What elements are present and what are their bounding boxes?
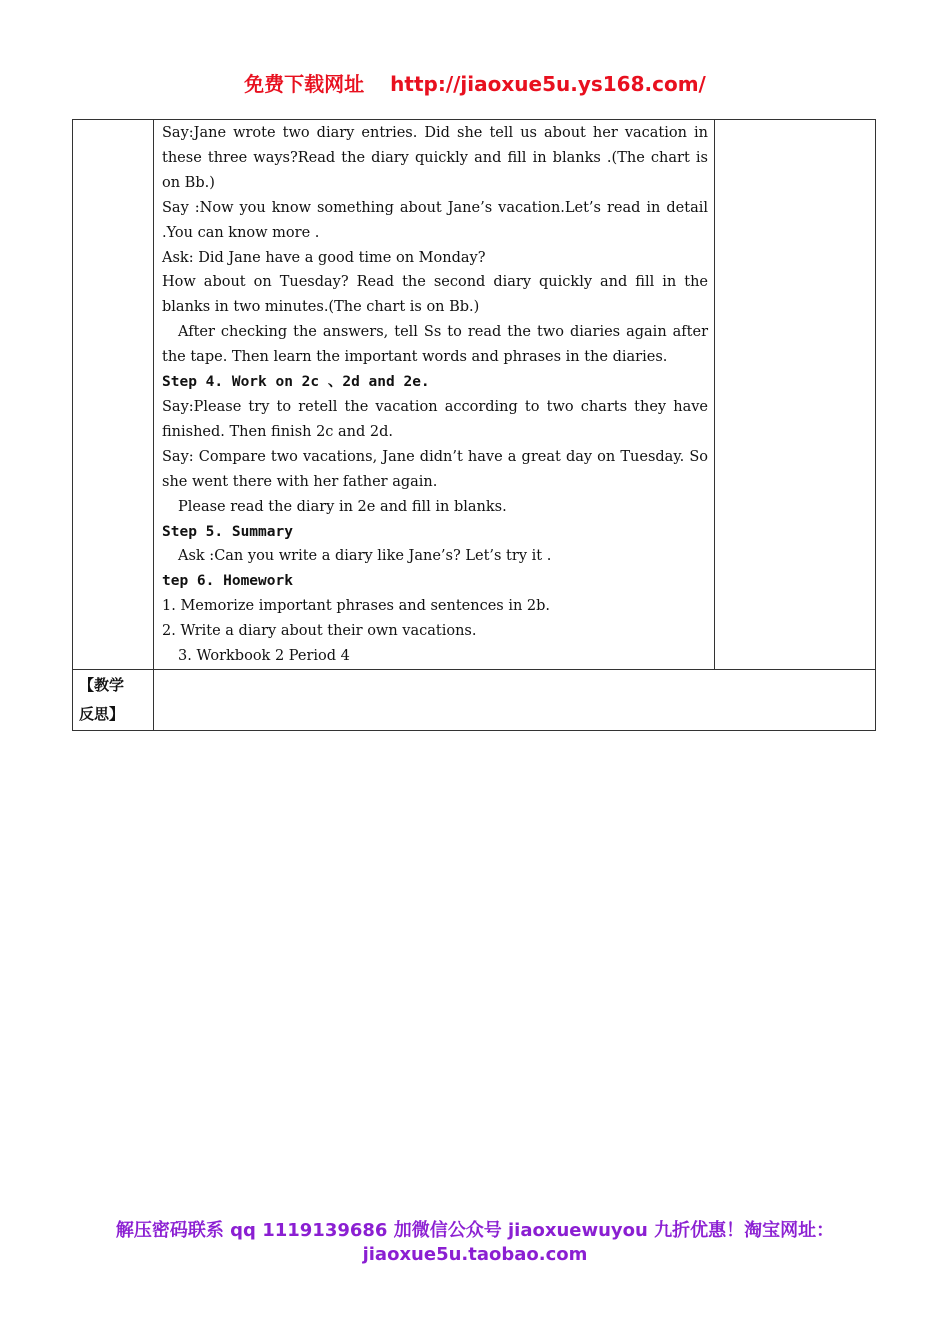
procedure-cell [154,120,715,670]
procedure-paragraph: 3. Workbook 2 Period 4 [178,648,350,665]
lesson-plan-table [72,119,876,731]
procedure-paragraph: Ask: Did Jane have a good time on Monday? [162,249,486,266]
procedure-paragraph: Say:Jane wrote two diary entries. Did she tell us about her vacation in these three ways?Read the diary quickly and fill in blanks .(The chart is on Bb.) [162,125,708,191]
download-label: 免费下载网址 [244,72,365,96]
procedure-paragraph: Please read the diary in 2e and fill in blanks. [178,498,507,515]
notes-cell [715,120,876,670]
procedure-text [154,120,714,669]
procedure-paragraph: 1. Memorize important phrases and sentences in 2b. [162,598,551,615]
reflection-row [73,669,876,730]
reflection-label-cell [73,669,154,730]
reflection-content-cell [154,669,876,730]
footer-taobao-link[interactable]: jiaoxue5u.taobao.com [362,1244,588,1265]
procedure-paragraph: Ask :Can you write a diary like Jane’s? Let’s try it . [178,548,552,565]
procedure-paragraph: Say :Now you know something about Jane’s vacation.Let’s read in detail .You can know more . [162,199,708,241]
procedure-paragraph: Say: Compare two vacations, Jane didn’t have a great day on Tuesday. So she went there with her father again. [162,448,708,490]
label-cell [73,120,154,670]
footer-line1: 解压密码联系 qq 1119139686 加微信公众号 jiaoxuewuyou 九折优惠！淘宝网址： [115,1220,835,1241]
step-heading: tep 6. Homework [162,573,293,590]
download-banner [0,68,950,97]
procedure-paragraph: How about on Tuesday? Read the second diary quickly and fill in the blanks in two minutes.(The chart is on Bb.) [162,274,708,316]
footer-promo [0,1219,950,1267]
procedure-paragraph: Say:Please try to retell the vacation according to two charts they have finished. Then finish 2c and 2d. [162,398,708,440]
reflection-label [73,670,153,729]
download-url-link[interactable]: http://jiaoxue5u.ys168.com/ [390,72,706,96]
step-heading: Step 4. Work on 2c 、2d and 2e. [162,374,430,391]
procedure-paragraph: After checking the answers, tell Ss to read the two diaries again after the tape. Then learn the important words and phrases in the diaries. [162,324,708,366]
procedure-paragraph: 2. Write a diary about their own vacations. [162,623,477,640]
reflection-label-line2: 反思】 [79,704,125,723]
reflection-label-line1: 【教学 [79,675,125,694]
step-heading: Step 5. Summary [162,523,293,540]
procedure-row [73,120,876,670]
